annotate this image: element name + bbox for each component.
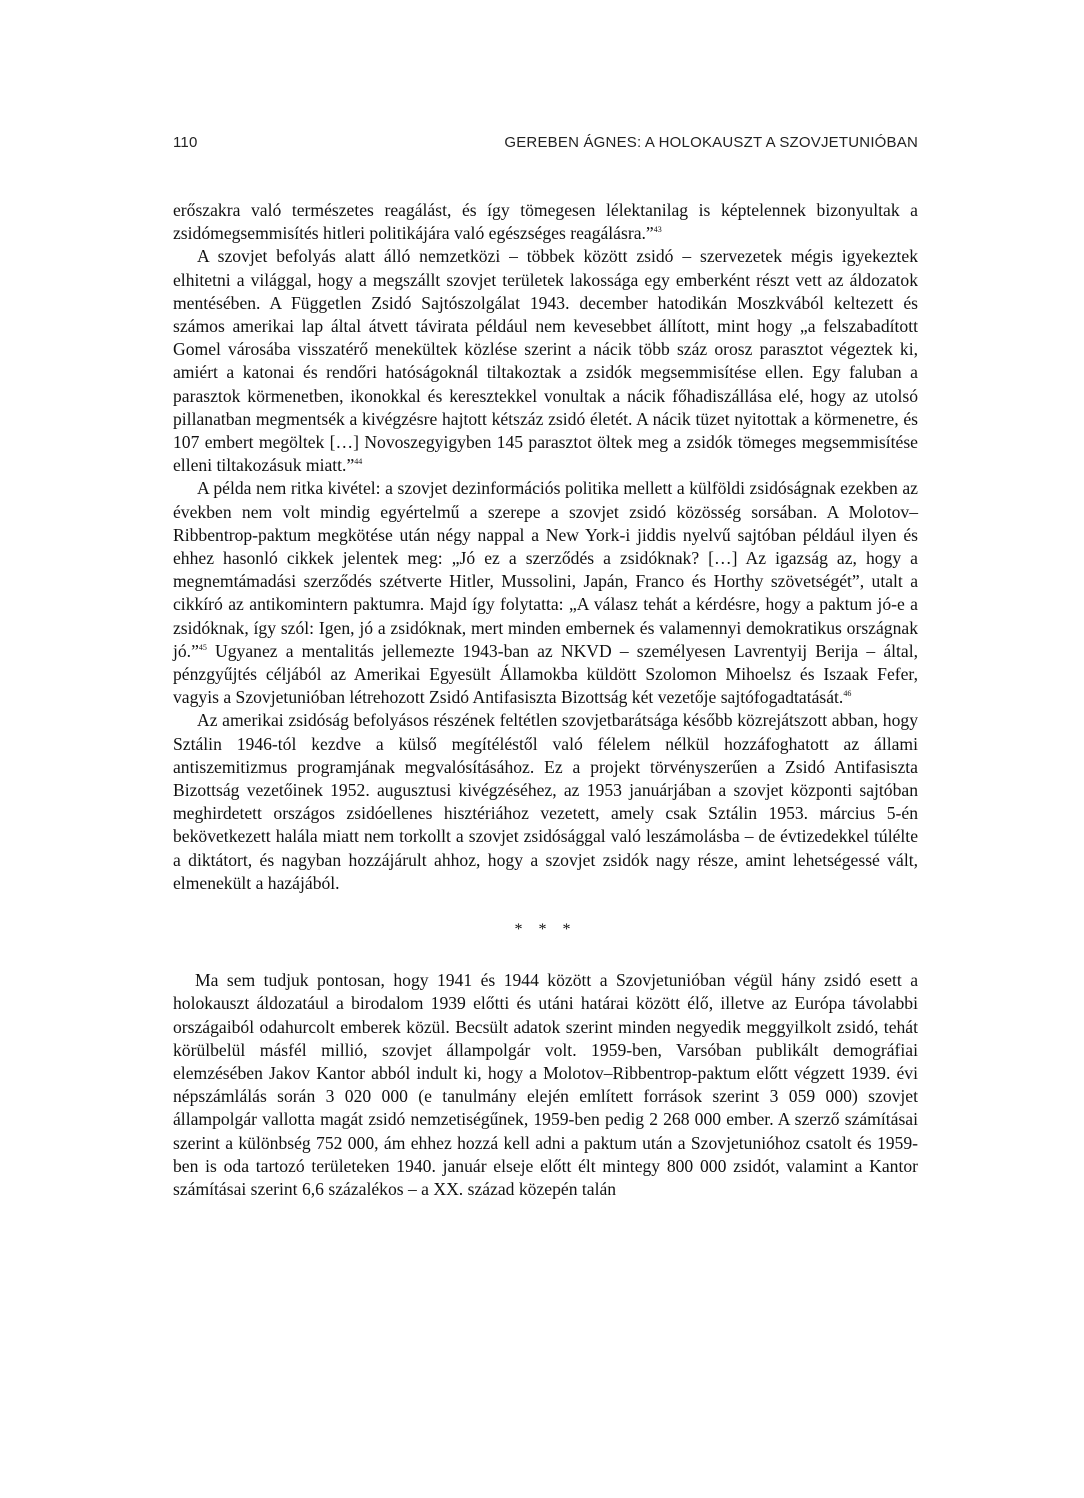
section-separator: * * * [514, 921, 577, 939]
footnote-ref-44: 44 [354, 457, 363, 467]
paragraph-3-text-a: A példa nem ritka kivétel: a szovjet dezinformációs politika mellett a külföldi zsidóságnak ezekben az években nem volt mindig egyértelmű a szerepe a szovjet zsidó közösség sorsában. A Molotov–Ribbentrop-paktum megkötése után négy nappal a New York-i jiddis nyelvű sajtóban például ilyen és ehhez hasonló cikkek jelentek meg: „Jó ez a szerződés a zsidóknak? […] Az igazság az, hogy a megnemtámadási szerződés szétverte Hitler, Mussolini, Japán, Franco és Horthy szövetségét”, utalt a cikkíró az antikomintern paktumra. Majd így folytatta: „A válasz tehát a kérdésre, hogy a paktum jó-e a zsidóknak, így szól: Igen, jó a zsidóknak, mert minden embernek és valamennyi demokratikus országnak jó.” [173, 478, 918, 661]
footnote-ref-46: 46 [843, 689, 852, 699]
paragraph-3-text-b: Ugyanez a mentalitás jellemezte 1943-ban az NKVD – személyesen Lavrentyij Berija – által, pénzgyűjtés céljából az Amerikai Egyesült Államokba küldött Szolomon Mihoelsz és Iszaak Fefer, vagyis a Szovjetunióban létrehozott Zsidó Antifasiszta Bizottság két vezetője sajtófogadtatását. [173, 640, 918, 708]
paragraph-1 [173, 199, 918, 245]
paragraph-2 [173, 245, 918, 477]
paragraph-1-text: erőszakra való természetes reagálást, és így tömegesen lélektanilag is képtelennek bizonyultak a zsidómegsemmisítés hitleri politikájára való egészséges reagálásra.” [173, 200, 918, 244]
section-2 [173, 969, 918, 1201]
body-text [173, 199, 918, 1201]
page-header [173, 134, 918, 156]
paragraph-3 [173, 477, 918, 709]
paragraph-4 [173, 709, 918, 895]
paragraph-5-text: Ma sem tudjuk pontosan, hogy 1941 és 1944 között a Szovjetunióban végül hány zsidó esett a holokauszt áldozatául a birodalom 1939 előtti és utáni határai között élő, illetve az Európa távolabbi országaiból odahurcolt emberek közül. Becsült adatok szerint minden negyedik meggyilkolt zsidó, tehát körülbelül másfél millió, szovjet állampolgár volt. 1959-ben, Varsóban publikált demográfiai elemzésében Jakov Kantor abból indult ki, hogy a Molotov–Ribbentrop-paktum előtt végzett 1939. évi népszámlálás során 3 020 000 (e tanulmány elején említett források szerint 3 059 000) szovjet állampolgár vallotta magát zsidó nemzetiségűnek, 1959-ben pedig 2 268 000 ember. A szerző számításai szerint a különbség 752 000, ám ehhez hozzá kell adni a paktum után a Szovjetunióhoz csatolt és 1959-ben is oda tartozó területeken 1940. január elseje előtt élt mintegy 800 000 zsidót, valamint a Kantor számításai szerint 6,6 százalékos – a XX. század közepén talán [173, 970, 918, 1199]
paragraph-2-text: A szovjet befolyás alatt álló nemzetközi – többek között zsidó – szervezetek mégis igyekeztek elhitetni a világgal, hogy a megszállt szovjet területek lakossága egy emberként részt vett az áldozatok mentésében. A Független Zsidó Sajtószolgálat 1943. december hatodikán Moszkvából keltezett és számos amerikai lap által átvett távirata például nem kevesebbet állított, mint hogy „a felszabadított Gomel városába visszatérő menekültek közlése szerint a nácik több száz orosz parasztot végeztek ki, amiért a katonai és rendőri hatóságoknál tiltakoztak a zsidók megsemmisítése ellen. Egy faluban a parasztok körmenetben, ikonokkal és keresztekkel vonultak a nácik főhadiszállása elé, hogy az utolsó pillanatban megmentsék a kivégzésre hajtott kétszáz zsidó életét. A nácik tüzet nyitottak a körmenetre, és 107 embert megöltek […] Novoszegyigyben 145 parasztot öltek meg a zsidók tömeges megsemmisítése elleni tiltakozásuk miatt.” [173, 246, 918, 476]
footnote-ref-45: 45 [198, 642, 207, 652]
paragraph-4-text: Az amerikai zsidóság befolyásos részének feltétlen szovjetbarátsága később közrejátszott abban, hogy Sztálin 1946-tól kezdve a külső megítéléstől való félelem nélkül hozzáfoghatott az állami antiszemitizmus programjának megvalósításához. Ez a projekt törvényszerűen a Zsidó Antifasiszta Bizottság vezetőinek 1952. augusztusi kivégzéséhez, az 1953 januárjában a szovjet központi sajtóban meghirdetett országos zsidóellenes hisztériához vezetett, amely csak Sztálin 1953. március 5-én bekövetkezett halála miatt nem torkollt a szovjet zsidósággal való leszámolásba – de évtizedekkel túlélte a diktátort, és nagyban hozzájárult ahhoz, hogy a szovjet zsidók nagy része, amint lehetségessé vált, elmenekült a hazájából. [173, 710, 918, 893]
footnote-ref-43: 43 [653, 225, 662, 235]
running-title: GEREBEN ÁGNES: A HOLOKAUSZT A SZOVJETUNIÓBAN [504, 134, 918, 151]
page-number: 110 [173, 134, 198, 151]
paragraph-5 [173, 969, 918, 1201]
